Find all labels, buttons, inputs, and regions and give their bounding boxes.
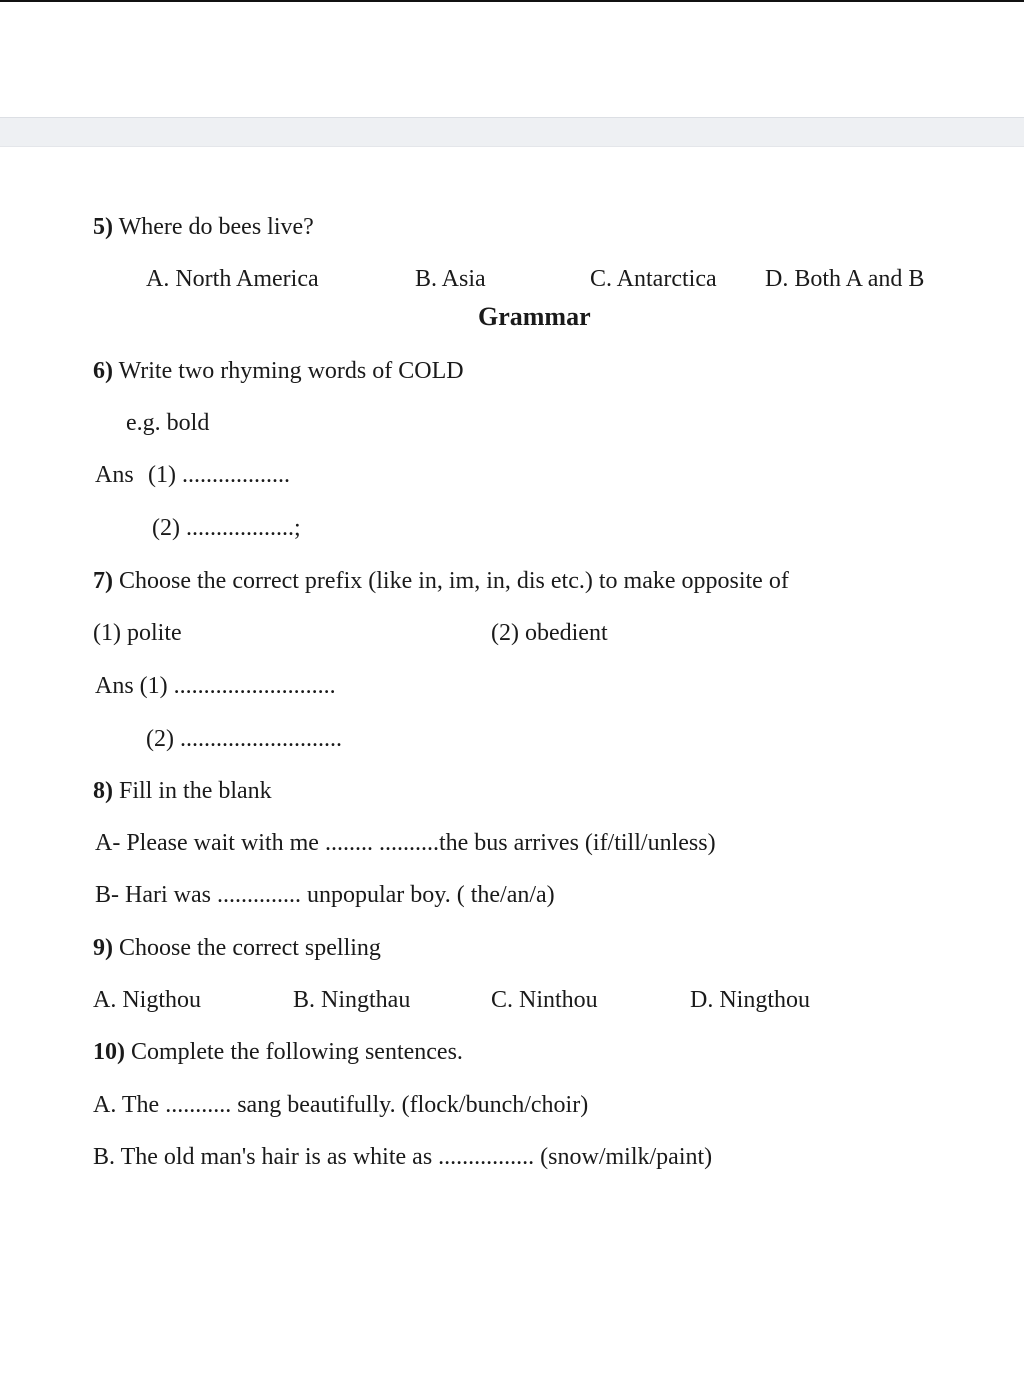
question-6-number: 6) bbox=[93, 358, 113, 384]
question-7-number: 7) bbox=[93, 568, 113, 594]
q10-sentence-a: A. The ........... sang beautifully. (flock/bunch/choir) bbox=[93, 1092, 589, 1118]
q5-option-d: D. Both A and B bbox=[765, 266, 925, 292]
q9-option-a: A. Nigthou bbox=[93, 987, 201, 1013]
question-9 bbox=[93, 933, 381, 963]
q9-option-d: D. Ningthou bbox=[690, 987, 810, 1013]
q7-answer-1-blank: Ans (1) ........................... bbox=[95, 673, 336, 699]
question-7-text: Choose the correct prefix (like in, im, in, dis etc.) to make opposite of bbox=[119, 568, 789, 594]
q8-sentence-b: B- Hari was .............. unpopular boy. ( the/an/a) bbox=[95, 882, 555, 908]
q7-item-1: (1) polite bbox=[93, 620, 182, 646]
section-heading-grammar: Grammar bbox=[478, 302, 591, 331]
question-9-text: Choose the correct spelling bbox=[119, 935, 381, 961]
q5-option-a: A. North America bbox=[146, 266, 319, 292]
q6-answer-2-blank: (2) ..................; bbox=[152, 515, 301, 541]
q10-sentence-b: B. The old man's hair is as white as ................ (snow/milk/paint) bbox=[93, 1144, 713, 1170]
q7-item-2: (2) obedient bbox=[491, 620, 608, 646]
question-10 bbox=[93, 1037, 463, 1067]
question-8-text: Fill in the blank bbox=[119, 778, 272, 804]
page-separator-band bbox=[0, 117, 1024, 147]
q5-option-c: C. Antarctica bbox=[590, 266, 717, 292]
q6-example: e.g. bold bbox=[126, 410, 210, 436]
question-5-text: Where do bees live? bbox=[118, 214, 314, 240]
q6-ans-label: Ans bbox=[95, 462, 134, 488]
question-8-number: 8) bbox=[93, 778, 113, 804]
q7-answer-2-blank: (2) ........................... bbox=[146, 726, 342, 752]
question-6 bbox=[93, 356, 464, 386]
question-6-text: Write two rhyming words of COLD bbox=[118, 358, 464, 384]
q6-answer-1-blank: (1) .................. bbox=[148, 462, 290, 488]
question-7 bbox=[93, 566, 789, 596]
question-9-number: 9) bbox=[93, 935, 113, 961]
q8-sentence-a: A- Please wait with me ........ ..........the bus arrives (if/till/unless) bbox=[95, 830, 716, 856]
question-8 bbox=[93, 776, 272, 806]
top-border-line bbox=[0, 0, 1024, 2]
q9-option-c: C. Ninthou bbox=[491, 987, 598, 1013]
question-5-number: 5) bbox=[93, 214, 113, 240]
question-10-number: 10) bbox=[93, 1039, 125, 1065]
question-5 bbox=[93, 212, 314, 242]
question-10-text: Complete the following sentences. bbox=[131, 1039, 463, 1065]
q5-option-b: B. Asia bbox=[415, 266, 486, 292]
q9-option-b: B. Ningthau bbox=[293, 987, 411, 1013]
